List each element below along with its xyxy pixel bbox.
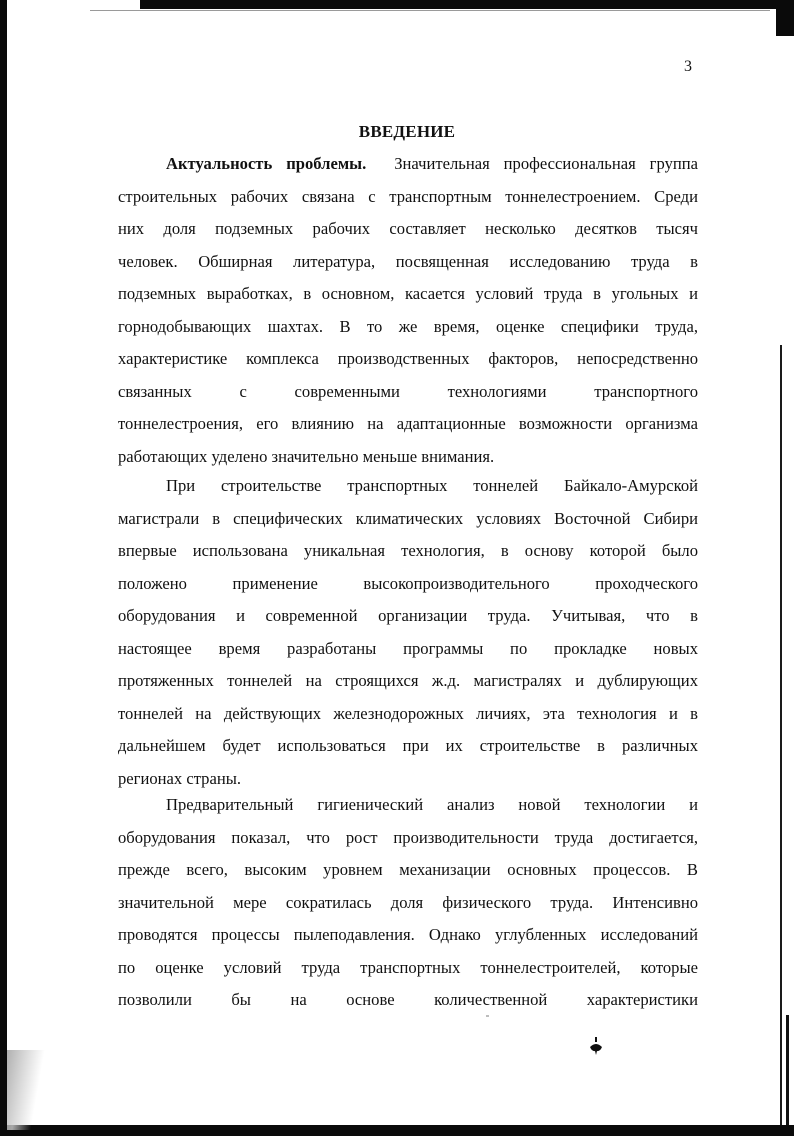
text-line: них доля подземных рабочих составляет несколько десятков тысяч [118,219,698,238]
text-line: подземных выработках, в основном, касается условий труда в угольных и [118,284,698,303]
paragraph-3 [118,789,698,1017]
text-line: значительной мере сократилась доля физического труда. Интенсивно [118,892,698,912]
text-line: строительных рабочих связана с транспортным тоннелестроением. Среди [118,186,698,206]
ink-blot-icon [589,1037,603,1055]
text-line: При строительстве транспортных тоннелей Байкало-Амурской [166,476,698,495]
scan-corner-shadow [7,1050,47,1130]
text-line: тоннелей на действующих железнодорожных личиях, эта технология и в [118,703,698,723]
paragraph-1 [118,148,698,473]
text-line: характеристике комплекса производственных факторов, непосредственно [118,349,698,368]
text-line: проводятся процессы пылеподавления. Однако углубленных исследований [118,925,698,944]
scan-line-right [780,345,782,1125]
text-line: оборудования и современной организации труда. Учитывая, что в [118,606,698,625]
scan-border-top [140,0,794,9]
paragraph-2 [118,470,698,795]
text-line: регионах страны. [118,768,241,788]
text-line: Актуальность проблемы. Значительная профессиональная группа [166,154,698,173]
text-line: человек. Обширная литература, посвященная исследованию труда в [118,251,698,271]
scan-border-top-thin [90,10,770,11]
text-line: магистрали в специфических климатических условиях Восточной Сибири [118,508,698,528]
scan-border-left [0,0,7,1136]
text-line: дальнейшем будет использоваться при их строительстве в различных [118,736,698,755]
text-line: тоннелестроения, его влиянию на адаптационные возможности организма [118,414,698,433]
text-line: протяженных тоннелей на строящихся ж.д. магистралях и дублирующих [118,671,698,690]
text-line: по оценке условий труда транспортных тоннелестроителей, которые [118,957,698,977]
paragraph-lead-bold: Актуальность проблемы. [166,154,367,173]
text-line: работающих уделено значительно меньше внимания. [118,446,495,466]
text-line: Предварительный гигиенический анализ новой технологии и [166,795,698,814]
text-line: оборудования показал, что рост производительности труда достигается, [118,827,698,847]
scan-speck [486,1015,489,1017]
page-number: 3 [684,58,692,75]
text-line: горнодобывающих шахтах. В то же время, оценке специфики труда, [118,316,698,336]
scan-line-right-lower [786,1015,789,1125]
scan-border-right [776,0,794,36]
page-title: ВВЕДЕНИЕ [358,122,456,141]
text-line: впервые использована уникальная технология, в основу которой было [118,541,698,560]
text-line: настоящее время разработаны программы по прокладке новых [118,638,698,658]
text-line: положено применение высокопроизводительного проходческого [118,573,698,593]
text-line: позволили бы на основе количественной характеристики [118,990,698,1009]
text-line: связанных с современными технологиями транспортного [118,381,698,401]
text-line: прежде всего, высоким уровнем механизации основных процессов. В [118,860,698,879]
scan-border-bottom [0,1125,794,1136]
